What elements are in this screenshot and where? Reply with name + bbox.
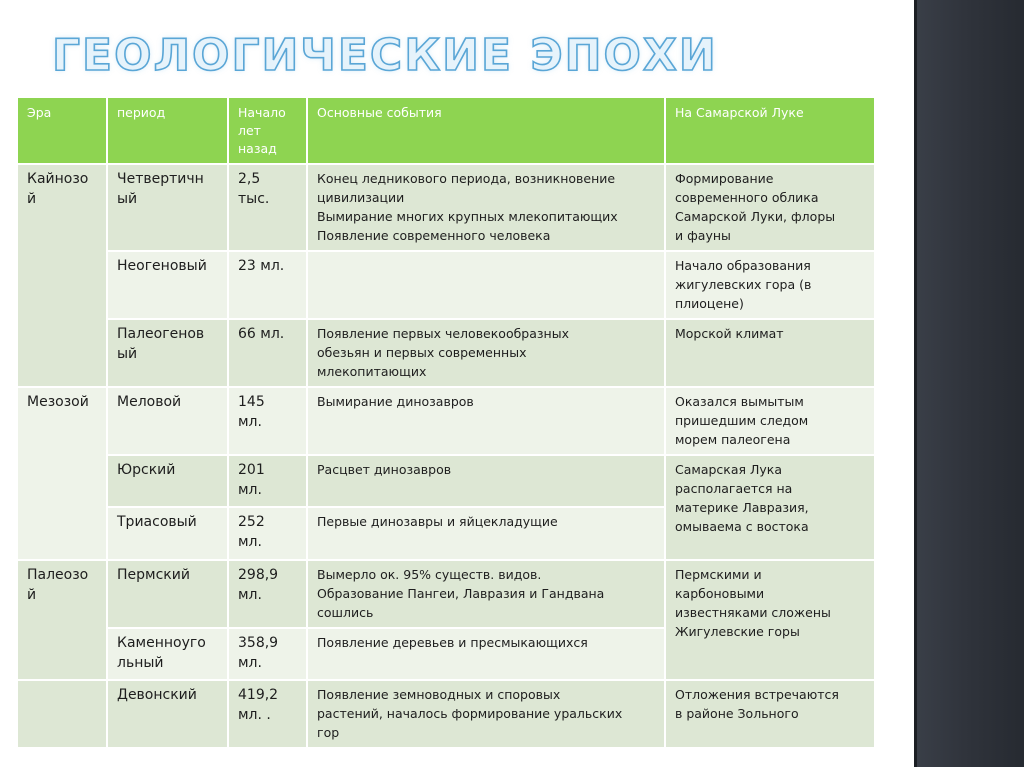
age-line: тыс. <box>238 191 270 207</box>
samara-line: Формирование <box>675 171 774 186</box>
header-age <box>229 98 308 165</box>
samara-line: Самарская Лука <box>675 462 782 477</box>
events-line: обезьян и первых современных <box>317 345 527 360</box>
period-cell <box>108 629 229 681</box>
age-cell <box>229 388 308 456</box>
events-line: Конец ледникового периода, возникновение <box>317 171 616 186</box>
era-cell-paleozoic <box>18 561 108 681</box>
samara-line: и фауны <box>675 228 731 243</box>
period-line: Палеогенов <box>117 326 205 342</box>
events-line: Первые динозавры и яйцекладущие <box>317 514 558 529</box>
table-header-row <box>18 98 876 165</box>
period-cell <box>108 165 229 252</box>
samara-line: Самарской Луки, флоры <box>675 209 836 224</box>
header-age-line: Начало <box>238 105 286 120</box>
samara-line: омываема с востока <box>675 519 809 534</box>
samara-line: Отложения встречаются <box>675 687 839 702</box>
age-line: мл. <box>238 534 262 550</box>
period-line: Каменноуго <box>117 635 206 651</box>
age-line: 2,5 <box>238 171 261 187</box>
samara-line: карбоновыми <box>675 586 765 601</box>
samara-line: жигулевских гора (в <box>675 277 812 292</box>
events-line: Вымерло ок. 95% существ. видов. <box>317 567 542 582</box>
age-cell <box>229 252 308 320</box>
age-line: мл. <box>238 655 262 671</box>
period-cell <box>108 252 229 320</box>
age-line: мл. <box>238 414 262 430</box>
age-line: 66 мл. <box>238 326 285 342</box>
events-cell <box>308 508 666 561</box>
events-cell <box>308 388 666 456</box>
age-cell <box>229 456 308 508</box>
header-age-line: лет <box>238 123 261 138</box>
header-period: период <box>108 98 229 165</box>
period-line: Триасовый <box>117 514 197 530</box>
period-line: ый <box>117 346 138 362</box>
side-decoration-panel <box>914 0 1024 767</box>
samara-cell <box>666 681 876 749</box>
era-label-line: Палеозо <box>27 567 89 583</box>
era-label-line: й <box>27 191 37 207</box>
samara-line: располагается на <box>675 481 793 496</box>
era-cell-mesozoic <box>18 388 108 561</box>
events-line: гор <box>317 725 340 740</box>
samara-cell <box>666 561 876 681</box>
age-line: 201 <box>238 462 265 478</box>
events-line: Вымирание динозавров <box>317 394 474 409</box>
table-row <box>18 561 876 629</box>
table-row <box>18 252 876 320</box>
period-cell <box>108 388 229 456</box>
era-label-line: й <box>27 587 37 603</box>
table-row <box>18 456 876 508</box>
age-line: 358,9 <box>238 635 279 651</box>
table-row <box>18 165 876 252</box>
events-line: сошлись <box>317 605 374 620</box>
samara-line: плиоцене) <box>675 296 744 311</box>
samara-line: Жигулевские горы <box>675 624 800 639</box>
era-label-line: Мезозой <box>27 394 89 410</box>
events-cell <box>308 681 666 749</box>
samara-cell <box>666 320 876 388</box>
events-cell <box>308 456 666 508</box>
samara-cell <box>666 388 876 456</box>
age-line: 419,2 <box>238 687 279 703</box>
events-cell <box>308 561 666 629</box>
period-line: Юрский <box>117 462 176 478</box>
samara-line: в районе Зольного <box>675 706 799 721</box>
samara-line: Начало образования <box>675 258 811 273</box>
header-era: Эра <box>18 98 108 165</box>
age-cell <box>229 561 308 629</box>
period-line: ый <box>117 191 138 207</box>
events-cell <box>308 629 666 681</box>
age-line: 298,9 <box>238 567 279 583</box>
events-line: растений, началось формирование уральских <box>317 706 623 721</box>
samara-line: материке Лавразия, <box>675 500 809 515</box>
header-events: Основные события <box>308 98 666 165</box>
age-cell <box>229 165 308 252</box>
events-cell <box>308 320 666 388</box>
table-row <box>18 388 876 456</box>
samara-line: Пермскими и <box>675 567 762 582</box>
age-cell <box>229 320 308 388</box>
period-line: Пермский <box>117 567 190 583</box>
age-cell <box>229 508 308 561</box>
slide-title: ГЕОЛОГИЧЕСКИЕ ЭПОХИ <box>52 30 718 81</box>
period-line: Меловой <box>117 394 182 410</box>
period-cell <box>108 508 229 561</box>
era-label-line: Кайнозо <box>27 171 89 187</box>
age-line: мл. <box>238 587 262 603</box>
events-line: цивилизации <box>317 190 405 205</box>
period-cell <box>108 456 229 508</box>
samara-line: известняками сложены <box>675 605 831 620</box>
samara-line: современного облика <box>675 190 819 205</box>
events-line: Расцвет динозавров <box>317 462 452 477</box>
events-line: Образование Пангеи, Лавразия и Гандвана <box>317 586 605 601</box>
age-cell <box>229 629 308 681</box>
events-line: Появление первых человекообразных <box>317 326 569 341</box>
events-line: Появление земноводных и споровых <box>317 687 561 702</box>
samara-cell <box>666 165 876 252</box>
samara-line: Морской климат <box>675 326 784 341</box>
age-line: мл. <box>238 482 262 498</box>
period-cell <box>108 561 229 629</box>
period-line: Девонский <box>117 687 197 703</box>
samara-line: пришедшим следом <box>675 413 809 428</box>
events-line: Появление деревьев и пресмыкающихся <box>317 635 588 650</box>
header-age-line: назад <box>238 141 277 156</box>
samara-cell <box>666 456 876 561</box>
period-line: льный <box>117 655 164 671</box>
samara-cell <box>666 252 876 320</box>
age-line: 145 <box>238 394 265 410</box>
table-row <box>18 320 876 388</box>
events-cell <box>308 252 666 320</box>
age-line: мл. . <box>238 707 271 723</box>
table-row <box>18 681 876 749</box>
era-cell-empty <box>18 681 108 749</box>
era-cell-cenozoic <box>18 165 108 388</box>
age-cell <box>229 681 308 749</box>
events-line: Вымирание многих крупных млекопитающих <box>317 209 618 224</box>
geological-epochs-table <box>18 98 876 749</box>
period-cell <box>108 681 229 749</box>
age-line: 23 мл. <box>238 258 285 274</box>
samara-line: морем палеогена <box>675 432 791 447</box>
events-line: Появление современного человека <box>317 228 551 243</box>
age-line: 252 <box>238 514 265 530</box>
header-samara: На Самарской Луке <box>666 98 876 165</box>
period-cell <box>108 320 229 388</box>
period-line: Неогеновый <box>117 258 207 274</box>
period-line: Четвертичн <box>117 171 204 187</box>
samara-line: Оказался вымытым <box>675 394 804 409</box>
events-line: млекопитающих <box>317 364 427 379</box>
events-cell <box>308 165 666 252</box>
